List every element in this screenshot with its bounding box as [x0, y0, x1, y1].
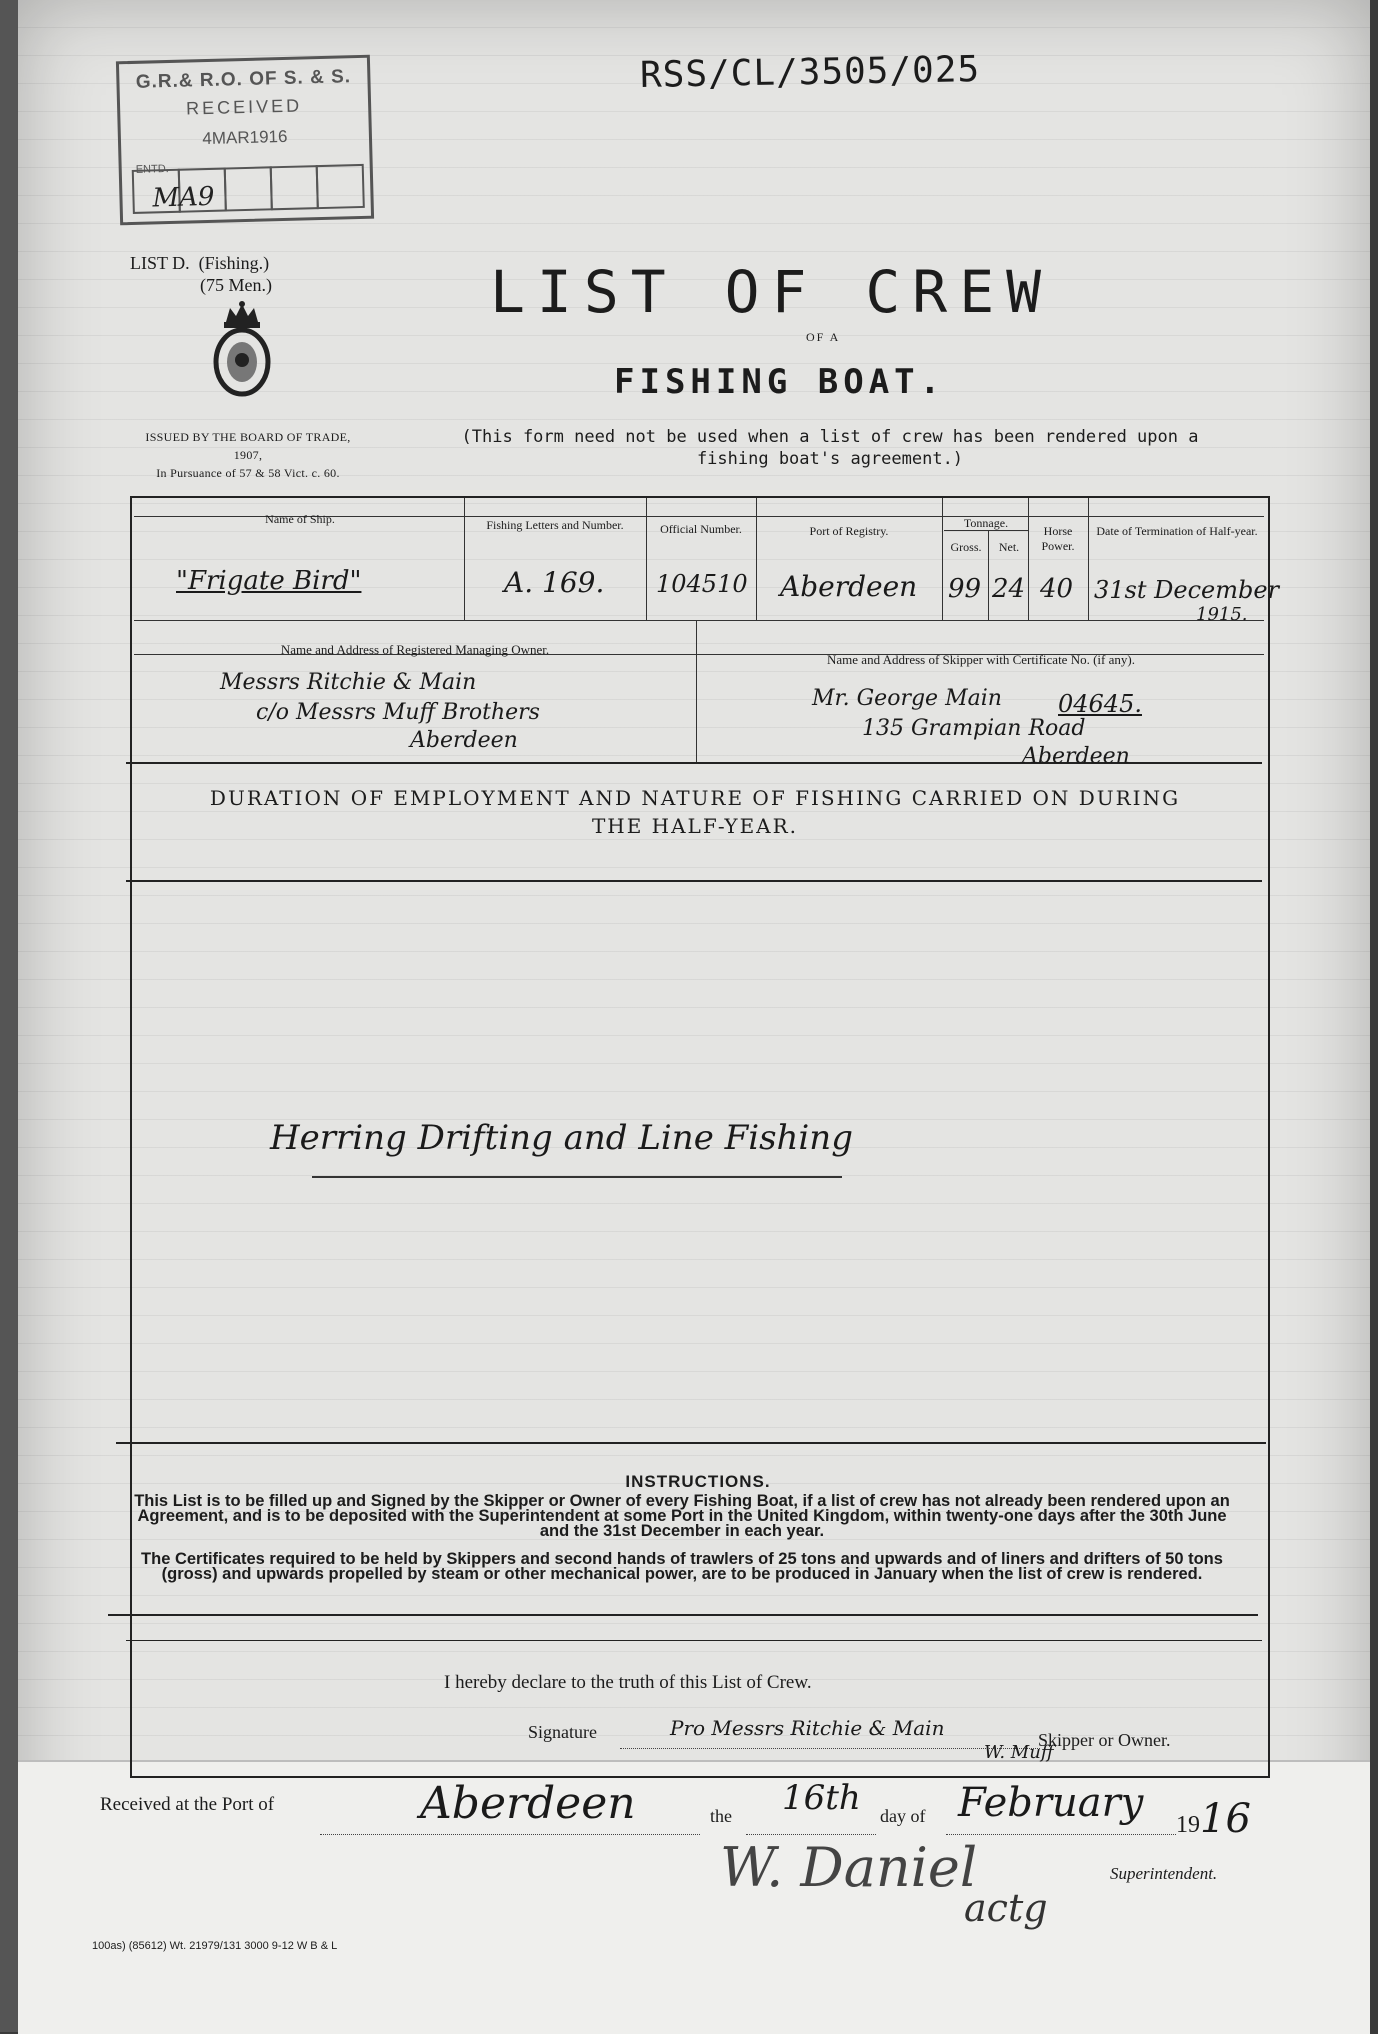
instructions-paragraph-2: The Certificates required to be held by Skippers and second hands of trawlers of 25 tons and upwards and of liners and drifters of 50 tons (gross) and upwards propelled by steam or other mechanical power, are to be produced in January when the list of crew is rendered. — [141, 1550, 1223, 1583]
acting-note: actg — [964, 1886, 1048, 1930]
duration-heading-line1: DURATION OF EMPLOYMENT AND NATURE OF FISHING CARRIED ON DURING — [209, 786, 1181, 810]
value-ship-name: "Frigate Bird" — [176, 566, 362, 596]
list-designation — [130, 252, 272, 296]
superintendent-signature: W. Daniel — [720, 1836, 978, 1899]
certificate-number: 04645. — [1058, 690, 1142, 718]
signature-label: Signature — [528, 1722, 597, 1742]
binder-edge — [0, 0, 18, 2032]
receipt-month: February — [958, 1780, 1144, 1826]
value-horse-power: 40 — [1040, 574, 1074, 604]
header-port: Port of Registry. — [809, 524, 889, 538]
receipt-year-suffix: 16 — [1200, 1796, 1251, 1842]
receipt-year — [1176, 1796, 1251, 1842]
received-stamp — [116, 55, 374, 226]
issued-line1: ISSUED BY THE BOARD OF TRADE, — [145, 430, 351, 444]
archive-reference: RSS/CL/3505/025 — [639, 49, 981, 96]
receipt-day: 16th — [782, 1778, 861, 1818]
royal-crest-icon — [210, 300, 274, 400]
skipper-line-2: 135 Grampian Road — [862, 716, 1086, 741]
header-ship-name: Name of Ship. — [265, 512, 335, 526]
instructions-paragraph-1: This List is to be filled up and Signed by the Skipper or Owner of every Fishing Boat, if a list of crew has not already been rendered upon an Agreement, and is to be deposited with the Superintendent at some Port in the United Kingdom, within twenty-one days after the 30th June and the 31st December in each year. — [134, 1492, 1230, 1540]
signature-role: Skipper or Owner. — [1038, 1730, 1171, 1750]
stamp-entd: ENTD. — [135, 163, 169, 176]
value-termination-year: 1915. — [1196, 604, 1248, 625]
list-men: (75 Men.) — [200, 275, 272, 295]
list-label: LIST D. — [130, 253, 190, 273]
receipt-label: Received at the Port of — [100, 1794, 275, 1815]
duration-heading-line2: THE HALF-YEAR. — [591, 814, 799, 838]
instructions-title: INSTRUCTIONS. — [625, 1472, 771, 1491]
receipt-port: Aberdeen — [420, 1778, 636, 1829]
receipt-day-line — [746, 1834, 876, 1835]
form-title: LIST OF CREW — [490, 258, 1054, 326]
value-port: Aberdeen — [780, 570, 918, 603]
issued-line2: 1907, — [233, 448, 263, 462]
issued-line3: In Pursuance of 57 & 58 Vict. c. 60. — [156, 466, 340, 480]
signature-value-2: W. Muff — [984, 1742, 1054, 1763]
stamp-handwriting: MA9 — [152, 181, 215, 214]
list-fishing: (Fishing.) — [198, 253, 270, 273]
duration-heading — [140, 784, 1250, 840]
receipt-day-of: day of — [880, 1806, 926, 1826]
value-net: 24 — [992, 574, 1026, 604]
declaration-text: I hereby declare to the truth of this List of Crew. — [444, 1672, 812, 1693]
value-official-number: 104510 — [656, 570, 748, 598]
owner-line-3: Aberdeen — [410, 728, 518, 753]
signature-line — [620, 1748, 1040, 1749]
receipt-year-prefix: 19 — [1176, 1812, 1200, 1838]
skipper-line-1: Mr. George Main — [812, 686, 1002, 711]
header-managing-owner: Name and Address of Registered Managing Owner. — [280, 642, 550, 657]
stamp-office: G.R.& R.O. OF S. & S. — [135, 66, 352, 93]
header-tonnage: Tonnage. — [963, 516, 1009, 530]
form-subtitle: FISHING BOAT. — [614, 362, 946, 402]
form-title-of-a: OF A — [806, 330, 841, 344]
printer-imprint: 100as) (85612) Wt. 21979/131 3000 9-12 W B & L — [92, 1940, 338, 1952]
value-fishing-letters: A. 169. — [504, 566, 605, 599]
header-gross: Gross. — [950, 540, 982, 554]
header-fishing-letters: Fishing Letters and Number. — [486, 518, 624, 532]
superintendent-label: Superintendent. — [1110, 1864, 1218, 1883]
stamp-date: 4MAR1916 — [202, 126, 288, 149]
header-official-number: Official Number. — [660, 522, 742, 536]
header-termination: Date of Termination of Half-year. — [1096, 524, 1258, 538]
fishing-nature-entry: Herring Drifting and Line Fishing — [270, 1118, 853, 1158]
value-termination-date: 31st December — [1094, 576, 1280, 604]
receipt-month-line — [946, 1834, 1176, 1835]
owner-line-2: c/o Messrs Muff Brothers — [256, 700, 540, 725]
skipper-line-3: Aberdeen — [1022, 744, 1130, 769]
receipt-port-line — [320, 1834, 700, 1835]
issued-by — [128, 428, 368, 482]
signature-value: Pro Messrs Ritchie & Main — [670, 1716, 945, 1740]
header-horse-power: Horse Power. — [1041, 524, 1075, 553]
owner-line-1: Messrs Ritchie & Main — [220, 670, 477, 695]
form-note: (This form need not be used when a list of crew has been rendered upon a fishing boat's agreement.) — [461, 427, 1199, 469]
receipt-the: the — [710, 1806, 732, 1826]
header-skipper: Name and Address of Skipper with Certificate No. (if any). — [827, 652, 1135, 667]
value-gross: 99 — [948, 574, 982, 604]
header-net: Net. — [998, 540, 1020, 554]
stamp-received: RECEIVED — [185, 95, 303, 119]
